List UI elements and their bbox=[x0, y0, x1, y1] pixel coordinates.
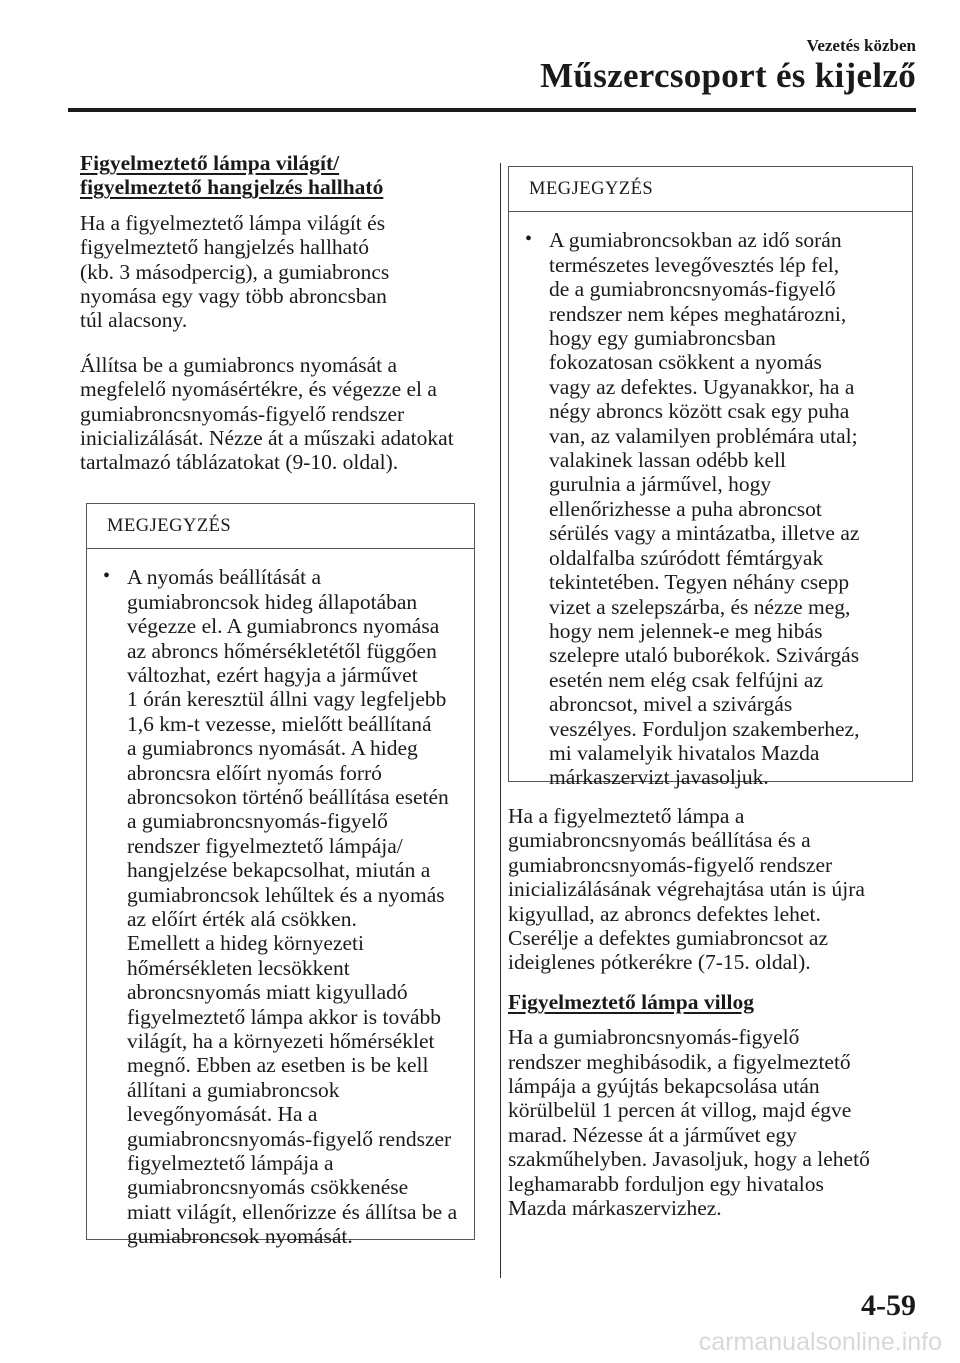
note-body bbox=[87, 549, 474, 1266]
right-column bbox=[508, 166, 913, 1221]
paragraph-adjust-pressure: Állítsa be a gumiabroncs nyomását a megfelelő nyomásértékre, és végezze el a gumiabroncsnyomás-figyelő rendszer inicializálását. Nézze át a műszaki adatokat tartalmazó táblázatokat (9-10. oldal). bbox=[80, 352, 454, 475]
note-line: vizet a szelepszárba, és nézze meg, bbox=[549, 594, 851, 619]
note-line: abroncsnyomás miatt kigyulladó bbox=[127, 980, 408, 1005]
note-body bbox=[509, 212, 912, 807]
note-line: ellenőrizhesse a puha abroncsot bbox=[549, 496, 822, 521]
bullet-icon: • bbox=[103, 565, 111, 588]
note-line: világít, ha a környezeti hőmérséklet bbox=[127, 1029, 435, 1053]
note-line: végezze el. A gumiabroncs nyomása bbox=[127, 614, 440, 639]
note-line: tekintetében. Tegyen néhány csepp bbox=[549, 570, 850, 595]
note-line: veszélyes. Forduljon szakemberhez, bbox=[549, 716, 860, 741]
note-line: de a gumiabroncsnyomás-figyelő bbox=[549, 277, 836, 302]
subheading-lamp-on bbox=[80, 151, 475, 200]
note-line: az előírt érték alá csökken. bbox=[127, 906, 357, 931]
column-divider bbox=[500, 163, 501, 1278]
note-line: A gumiabroncsokban az idő során bbox=[549, 228, 842, 253]
note-line: abroncsra előírt nyomás forró bbox=[127, 760, 382, 785]
note-line: 1 órán keresztül állni vagy legfeljebb bbox=[127, 687, 447, 712]
note-line: mi valamelyik hivatalos Mazda bbox=[549, 740, 820, 765]
note-box bbox=[86, 503, 475, 1249]
page-title: Műszercsoport és kijelző bbox=[540, 56, 916, 95]
note-line: levegőnyomását. Ha a bbox=[127, 1102, 318, 1127]
note-line: figyelmeztető lámpája a bbox=[127, 1151, 334, 1176]
note-line: sérülés vagy a mintázatba, illetve az bbox=[549, 521, 860, 546]
note-line: gumiabroncsok nyomását. bbox=[127, 1224, 353, 1249]
note-title: MEGJEGYZÉS bbox=[509, 167, 912, 212]
bullet-icon: • bbox=[525, 228, 533, 251]
note-line: figyelmeztető lámpa akkor is tovább bbox=[127, 1004, 442, 1029]
note-line: négy abroncs között csak egy puha bbox=[549, 399, 850, 424]
subheading-lamp-blinks: Figyelmeztető lámpa villog bbox=[508, 989, 754, 1014]
note-title: MEGJEGYZÉS bbox=[87, 504, 474, 549]
note-line: oldalfalba szúródott fémtárgyak bbox=[549, 545, 824, 570]
note-line: abroncsot, mivel a szivárgás bbox=[549, 692, 793, 717]
paragraph-low-pressure: Ha a figyelmeztető lámpa világít és figyelmeztető hangjelzés hallható (kb. 3 másodpercig), a gumiabroncs nyomása egy vagy több abroncsban túl alacsony. bbox=[80, 210, 390, 333]
note-line: hogy nem jelennek-e meg hibás bbox=[549, 618, 823, 643]
subheading-line: Figyelmeztető lámpa világít/ bbox=[80, 151, 340, 175]
note-line: hogy egy gumiabroncsban bbox=[549, 326, 776, 351]
note-line: valakinek lassan odébb kell bbox=[549, 448, 787, 473]
section-label: Vezetés közben bbox=[806, 36, 916, 55]
note-line: miatt világít, ellenőrizze és állítsa be a bbox=[127, 1199, 458, 1224]
note-line: a gumiabroncsnyomás-figyelő bbox=[127, 809, 388, 834]
note-line: A nyomás beállítását a bbox=[127, 565, 322, 590]
header-rule bbox=[68, 108, 916, 112]
note-line: abroncsokon történő beállítása esetén bbox=[127, 784, 449, 809]
paragraph-malfunction: Ha a gumiabroncsnyomás-figyelő rendszer meghibásodik, a figyelmeztető lámpája a gyújtás bekapcsolása után körülbelül 1 percen át villog, majd égve marad. Nézesse át a járművet egy szakműhelyben. Javasoljuk, hogy a lehető leghamarabb forduljon egy hivatalos Mazda márkaszervizhez. bbox=[508, 1025, 870, 1221]
note-line: fokozatosan csökkent a nyomás bbox=[549, 350, 822, 375]
note-line: változhat, ezért hagyja a járművet bbox=[127, 662, 418, 687]
note-line: az abroncs hőmérsékletétől függően bbox=[127, 638, 437, 663]
page-number: 4-59 bbox=[861, 1289, 916, 1322]
note-line: természetes levegővesztés lép fel, bbox=[549, 252, 840, 277]
paragraph-defect: Ha a figyelmeztető lámpa a gumiabroncsnyomás beállítása és a gumiabroncsnyomás-figyelő rendszer inicializálásának végrehajtása után is újra kigyullad, az abroncs defektes lehet. Cserélje a defektes gumiabroncsot az ideiglenes pótkerékre (7-15. oldal). bbox=[508, 804, 865, 975]
note-line: van, az valamilyen problémára utal; bbox=[549, 423, 858, 448]
note-line: Emellett a hideg környezeti bbox=[127, 931, 365, 956]
note-line: márkaszervizt javasoljuk. bbox=[549, 765, 769, 790]
note-line: a gumiabroncs nyomását. A hideg bbox=[127, 736, 418, 761]
note-line: gumiabroncsok hideg állapotában bbox=[127, 589, 418, 614]
note-line: rendszer nem képes meghatározni, bbox=[549, 301, 847, 326]
note-line: állítani a gumiabroncsok bbox=[127, 1077, 340, 1102]
left-column bbox=[80, 151, 475, 1249]
note-line: gurulnia a járművel, hogy bbox=[549, 472, 772, 497]
note-line: gumiabroncsnyomás csökkenése bbox=[127, 1175, 409, 1200]
watermark: carmanualsonline.info bbox=[698, 1328, 942, 1356]
note-line: gumiabroncsnyomás-figyelő rendszer bbox=[127, 1126, 452, 1151]
note-line: hangjelzése bekapcsolhat, miután a bbox=[127, 858, 431, 883]
note-box bbox=[508, 166, 913, 790]
note-line: vagy az defektes. Ugyanakkor, ha a bbox=[549, 374, 855, 399]
note-line: esetén nem elég csak felfújni az bbox=[549, 667, 823, 692]
note-line: hőmérsékleten lecsökkent bbox=[127, 955, 350, 980]
note-line: szelepre utaló buborékok. Szivárgás bbox=[549, 643, 860, 668]
note-line: gumiabroncsok lehűltek és a nyomás bbox=[127, 882, 445, 907]
subheading-line: figyelmeztető hangjelzés hallható bbox=[80, 175, 384, 200]
note-line: megnő. Ebben az esetben is be kell bbox=[127, 1053, 429, 1078]
note-line: 1,6 km-t vezesse, mielőtt beállítaná bbox=[127, 711, 432, 736]
note-line: rendszer figyelmeztető lámpája/ bbox=[127, 833, 403, 858]
